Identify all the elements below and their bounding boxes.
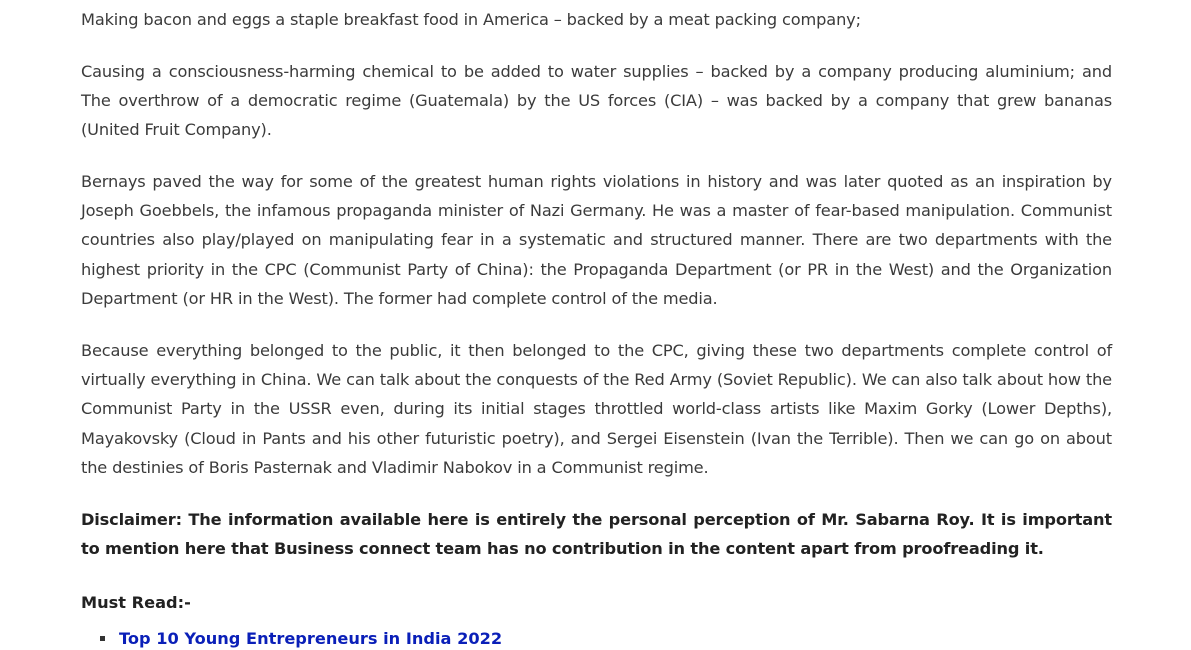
paragraph: Because everything belonged to the public, it then belonged to the CPC, giving these two departments complete control of virtually everything in China. We can talk about the conquests of the Red Army (Soviet Republic). We can also talk about how the Communist Party in the USSR even, during its initial stages throttled world-class artists like Maxim Gorky (Lower Depths), Mayakovsky (Cloud in Pants and his other futuristic poetry), and Sergei Eisenstein (Ivan the Terrible). Then we can go on about the destinies of Boris Pasternak and Vladimir Nabokov in a Communist regime. (81, 341, 1112, 477)
must-read-link[interactable]: Top 10 Young Entrepreneurs in India 2022 (119, 629, 503, 648)
paragraph: Bernays paved the way for some of the greatest human rights violations in history and was later quoted as an inspiration by Joseph Goebbels, the infamous propaganda minister of Nazi Germany. He was a master of fear-based manipulation. Communist countries also play/played on manipulating fear in a systematic and structured manner. There are two departments with the highest priority in the CPC (Communist Party of China): the Propaganda Department (or PR in the West) and the Organization Department (or HR in the West). The former had complete control of the media. (81, 172, 1112, 308)
must-read-list (81, 628, 1112, 650)
disclaimer: Disclaimer: The information available here is entirely the personal perception of Mr. Sabarna Roy. It is important to mention here that Business connect team has no contribution in the content apart from proofreading it. (81, 510, 1112, 559)
must-read-heading: Must Read:- (81, 593, 191, 612)
list-item (81, 628, 1112, 650)
paragraph: Making bacon and eggs a staple breakfast food in America – backed by a meat packing company; (81, 10, 861, 29)
square-bullet-icon (100, 636, 105, 641)
paragraph: Causing a consciousness-harming chemical to be added to water supplies – backed by a company producing aluminium; and The overthrow of a democratic regime (Guatemala) by the US forces (CIA) – was backed by a company that grew bananas (United Fruit Company). (81, 62, 1112, 140)
